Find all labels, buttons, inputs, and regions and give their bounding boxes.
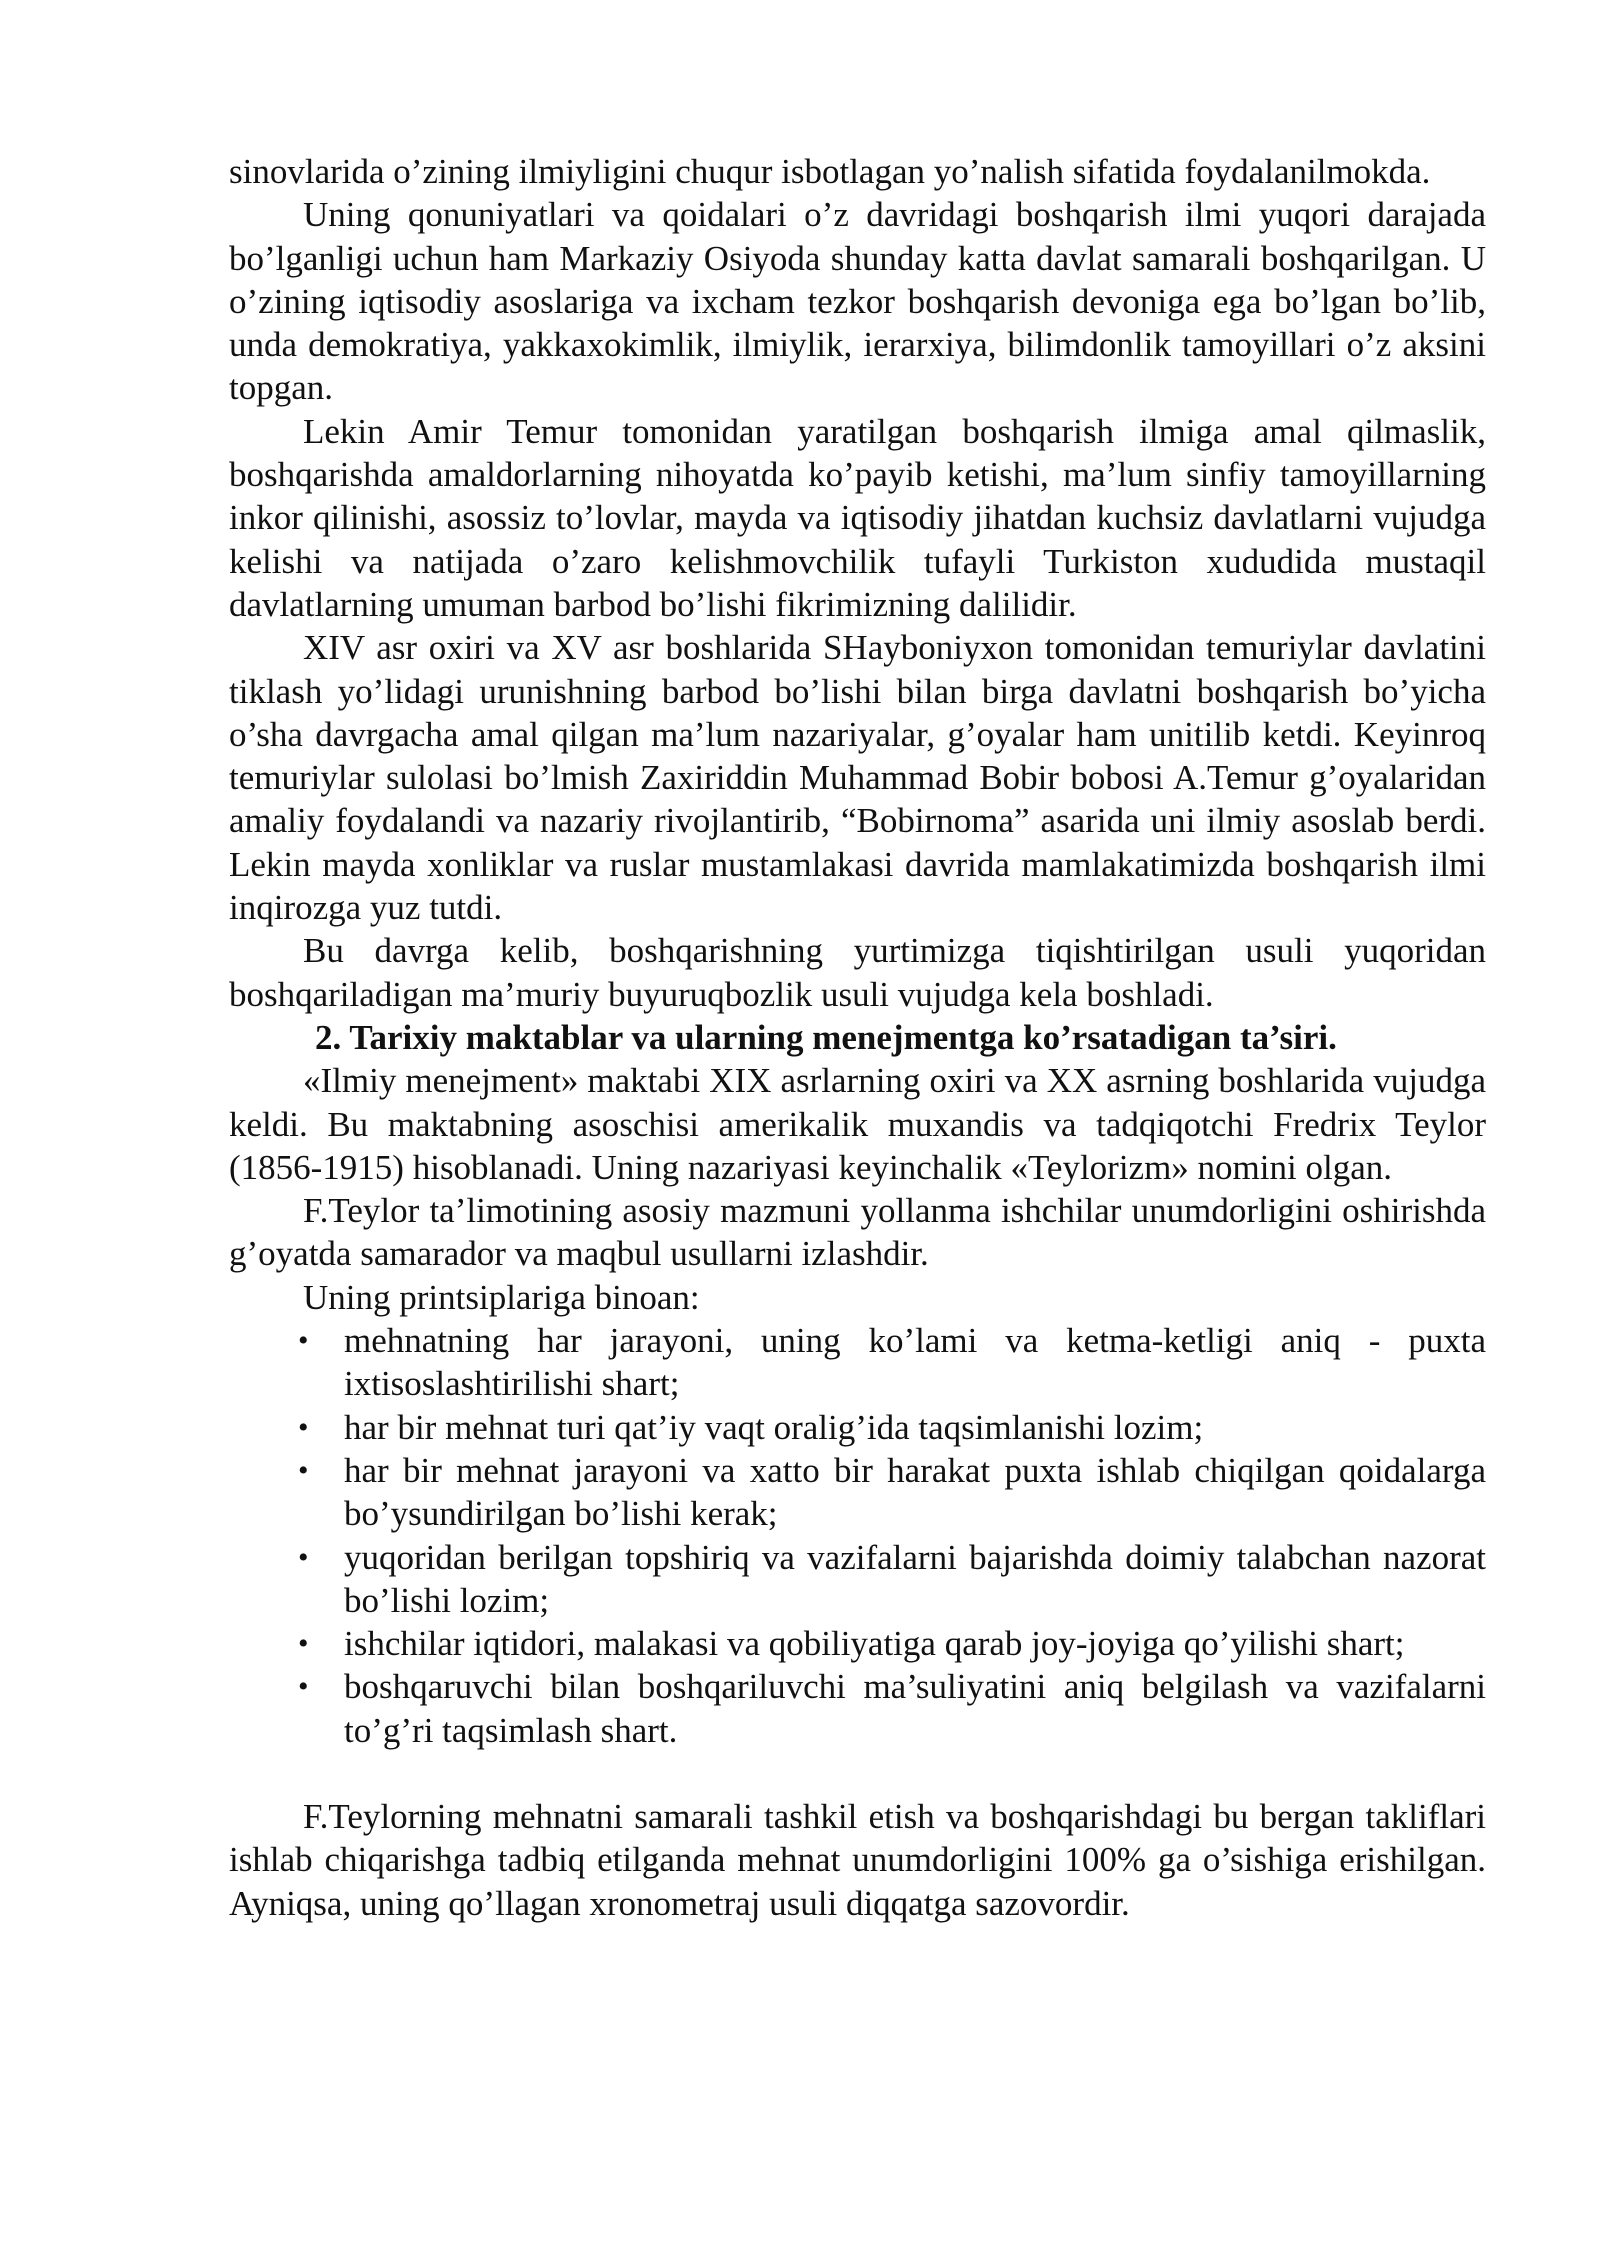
- list-item: [229, 1536, 1486, 1623]
- paragraph-principles-intro: Uning printsiplariga binoan:: [303, 1277, 700, 1317]
- bullet-icon: •: [298, 1410, 309, 1444]
- paragraph-taylor-results: F.Teylorning mehnatni samarali tashkil etish va boshqarishdagi bu bergan takliflari ishlab chiqarishga tadbiq etilganda mehnat unumdorligini 100% ga o’sishiga erishilgan. Ayniqsa, uning qo’llagan xronometraj usuli diqqatga sazovordir.: [229, 1796, 1486, 1923]
- list-item: [229, 1665, 1486, 1752]
- list-item-text: ishchilar iqtidori, malakasi va qobiliyatiga qarab joy-joyiga qo’yilishi shart;: [344, 1624, 1405, 1664]
- principles-list: [229, 1319, 1486, 1752]
- list-item-text: mehnatning har jarayoni, uning ko’lami va ketma-ketligi aniq - puxta ixtisoslashtirilishi shart;: [344, 1321, 1486, 1404]
- bullet-icon: •: [298, 1453, 309, 1487]
- paragraph-command-method: Bu davrga kelib, boshqarishning yurtimizga tiqishtirilgan usuli yuqoridan boshqariladigan ma’muriy buyuruqbozlik usuli vujudga kela boshladi.: [229, 931, 1486, 1014]
- paragraph-scientific-management: «Ilmiy menejment» maktabi XIX asrlarning oxiri va XX asrning boshlarida vujudga keldi. Bu maktabning asoschisi amerikalik muxandis va tadqiqotchi Fredrix Teylor (1856-1915) hisoblanadi. Uning nazariyasi keyinchalik «Teylorizm» nomini olgan.: [229, 1061, 1486, 1187]
- document-page: [229, 150, 1486, 1925]
- list-item-text: boshqaruvchi bilan boshqariluvchi ma’suliyatini aniq belgilash va vazifalarni to’g’ri taqsimlash shart.: [344, 1667, 1486, 1750]
- list-item-text: har bir mehnat jarayoni va xatto bir harakat puxta ishlab chiqilgan qoidalarga bo’ysundirilgan bo’lishi kerak;: [344, 1450, 1486, 1534]
- list-item: [229, 1406, 1486, 1449]
- list-item: [229, 1319, 1486, 1406]
- blank-line: [229, 1752, 1486, 1795]
- paragraph-decline-causes: Lekin Amir Temur tomonidan yaratilgan boshqarish ilmiga amal qilmaslik, boshqarishda amaldorlarning nihoyatda ko’payib ketishi, ma’lum sinfiy tamoyillarning inkor qilinishi, asossiz to’lovlar, mayda va iqtisodiy jihatdan kuchsiz davlatlarni vujudga kelishi va natijada o’zaro kelishmovchilik tufayli Turkiston xududida mustaqil davlatlarning umuman barbod bo’lishi fikrimizning dalilidir.: [229, 411, 1486, 624]
- bullet-icon: •: [298, 1670, 309, 1704]
- paragraph-shayboniyxon: XIV asr oxiri va XV asr boshlarida SHayboniyxon tomonidan temuriylar davlatini tiklash yo’lidagi urunishning barbod bo’lishi bilan birga davlatni boshqarish bo’yicha o’sha davrgacha amal qilgan ma’lum nazariyalar, g’oyalar ham unitilib ketdi. Keyinroq temuriylar sulolasi bo’lmish Zaxiriddin Muhammad Bobir bobosi A.Temur g’oyalaridan amaliy foydalandi va nazariy rivojlantirib, “Bobirnoma” asarida uni ilmiy asoslab berdi. Lekin mayda xonliklar va ruslar mustamlakasi davrida mamlakatimizda boshqarish ilmi inqirozga yuz tutdi.: [229, 628, 1486, 928]
- section-heading: 2. Tarixiy maktablar va ularning menejmentga ko’rsatadigan ta’siri.: [315, 1017, 1337, 1057]
- bullet-icon: •: [298, 1540, 309, 1574]
- paragraph-taylor-doctrine: F.Teylor ta’limotining asosiy mazmuni yollanma ishchilar unumdorligini oshirishda g’oyatda samarador va maqbul usullarni izlashdir.: [229, 1191, 1486, 1274]
- list-item-text: har bir mehnat turi qat’iy vaqt oralig’ida taqsimlanishi lozim;: [344, 1407, 1204, 1447]
- paragraph-continuation: sinovlarida o’zining ilmiyligini chuqur isbotlagan yo’nalish sifatida foydalanilmokda.: [229, 152, 1431, 191]
- bullet-icon: •: [298, 1324, 309, 1358]
- bullet-icon: •: [298, 1627, 309, 1661]
- list-item: [229, 1622, 1486, 1665]
- paragraph-timur-governance: Uning qonuniyatlari va qoidalari o’z davridagi boshqarish ilmi yuqori darajada bo’lganligi uchun ham Markaziy Osiyoda shunday katta davlat samarali boshqarilgan. U o’zining iqtisodiy asoslariga va ixcham tezkor boshqarish devoniga ega bo’lgan bo’lib, unda demokratiya, yakkaxokimlik, ilmiylik, ierarxiya, bilimdonlik tamoyillari o’z aksini topgan.: [229, 195, 1486, 408]
- list-item: [229, 1449, 1486, 1536]
- list-item-text: yuqoridan berilgan topshiriq va vazifalarni bajarishda doimiy talabchan nazorat bo’lishi lozim;: [344, 1537, 1486, 1620]
